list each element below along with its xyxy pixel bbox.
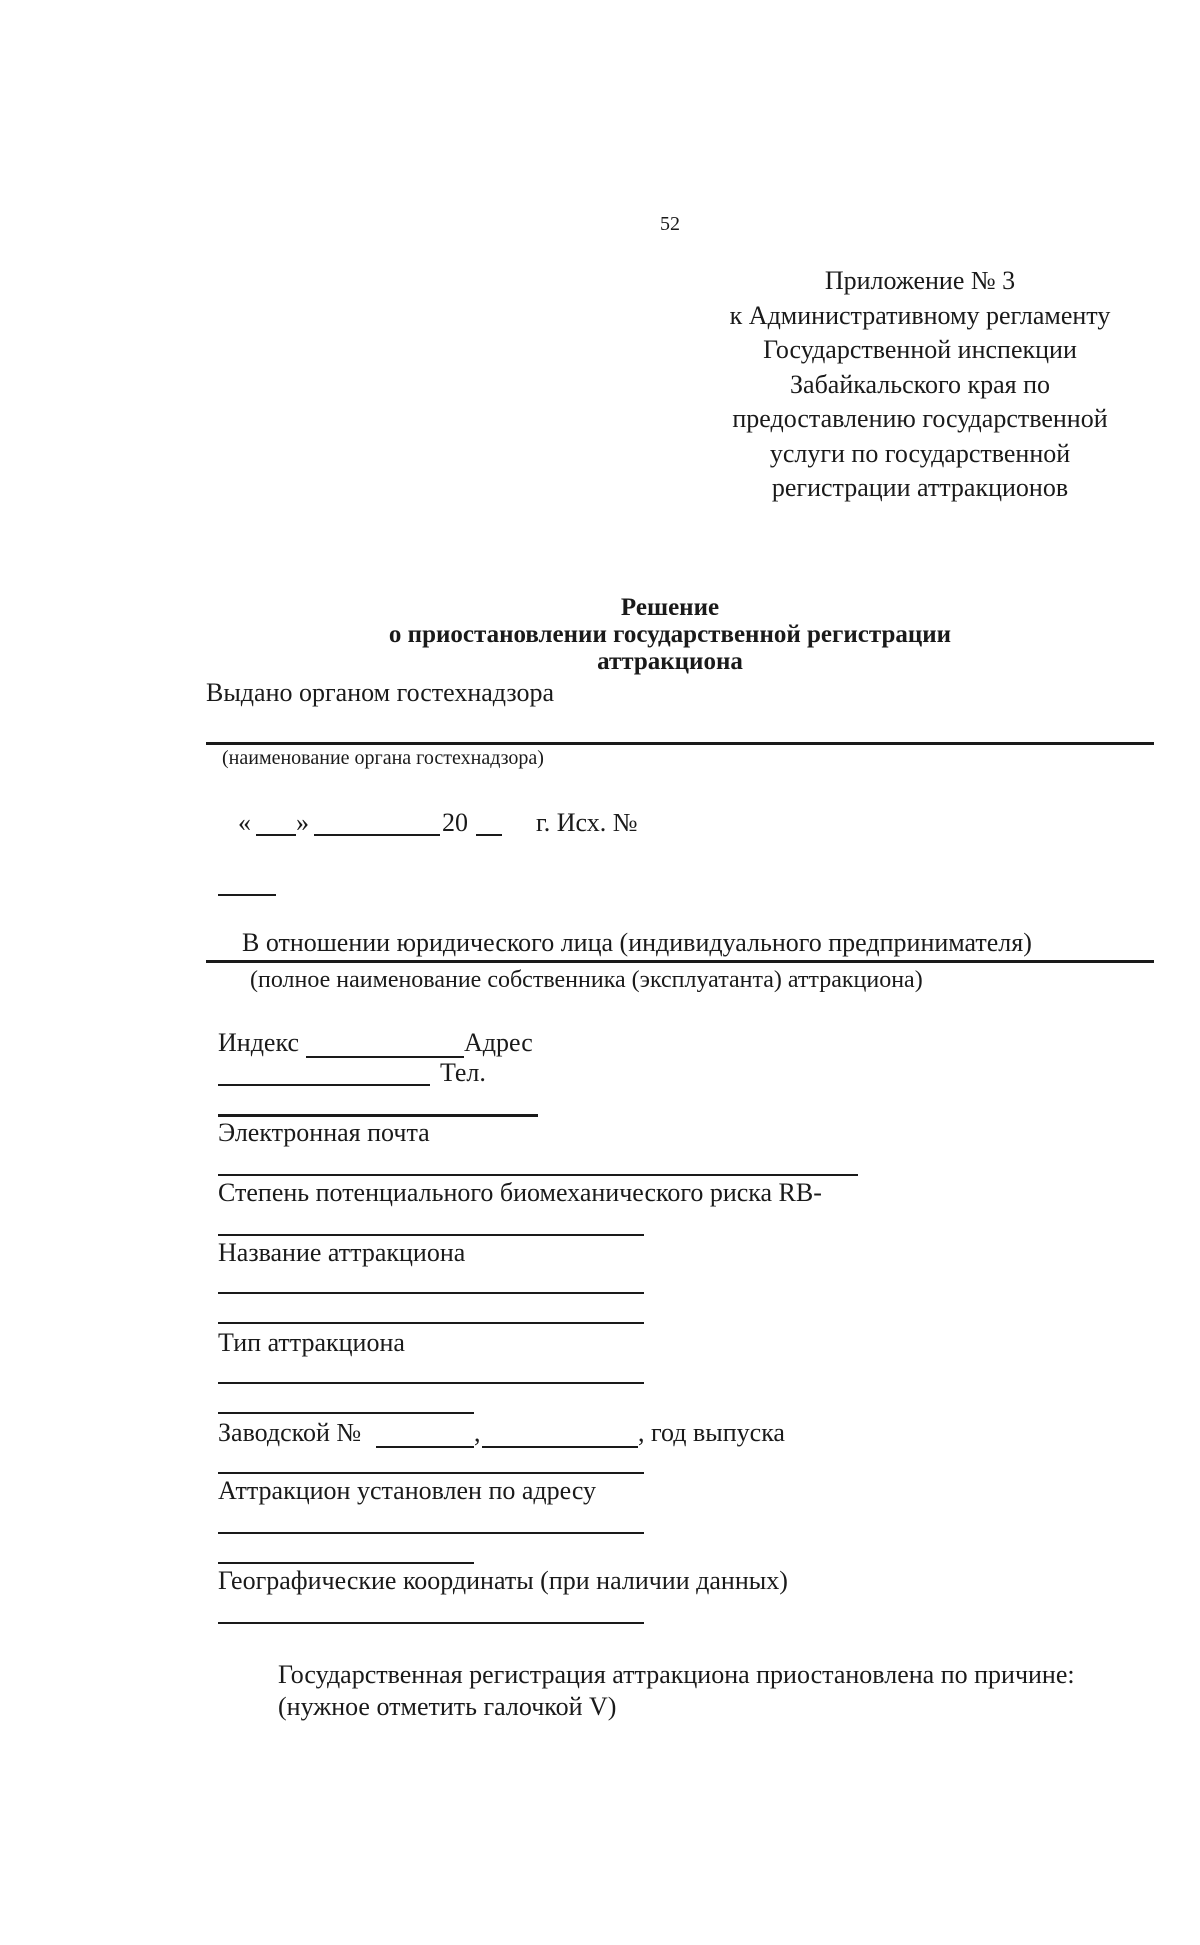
serial-number-label: Заводской №	[218, 1418, 362, 1447]
regarding-line	[206, 960, 1154, 963]
appendix-line: регистрации аттракционов	[771, 473, 1069, 502]
regarding-label: В отношении юридического лица (индивидуального предпринимателя)	[242, 928, 1032, 957]
serial-comma: ,	[474, 1418, 481, 1447]
attraction-type-label: Тип аттракциона	[218, 1328, 405, 1357]
attraction-name-label: Название аттракциона	[218, 1238, 466, 1267]
appendix-line: услуги по государственной	[769, 438, 1071, 468]
date-month-line	[314, 834, 440, 836]
appendix-line: Государственной инспекции	[763, 335, 1077, 364]
appendix-block	[690, 264, 1150, 506]
appendix-line: предоставлению государственной	[732, 404, 1108, 433]
issued-by-caption: (наименование органа гостехнадзора)	[222, 747, 544, 769]
installed-address-line	[218, 1532, 644, 1534]
date-year-line	[476, 834, 502, 836]
regarding-caption: (полное наименование собственника (эксплуатанта) аттракциона)	[250, 967, 923, 993]
page-number: 52	[660, 213, 680, 235]
attraction-type-line	[218, 1382, 644, 1384]
risk-label: Степень потенциального биомеханического риска RB-	[218, 1178, 822, 1207]
risk-line	[218, 1234, 644, 1236]
serial-number-line-2	[482, 1446, 638, 1448]
year-label: , год выпуска	[638, 1418, 785, 1447]
title-line: о приостановлении государственной регистрации	[388, 621, 952, 648]
address-label: Адрес	[464, 1028, 533, 1057]
appendix-line: Забайкальского края по	[790, 369, 1050, 399]
coordinates-line	[218, 1622, 644, 1624]
date-close-quote: »	[296, 808, 309, 837]
year-line	[218, 1472, 644, 1474]
appendix-line: Приложение № 3	[824, 266, 1016, 295]
date-year-prefix: 20	[442, 808, 468, 837]
coordinates-label: Географические координаты (при наличии данных)	[218, 1566, 788, 1595]
issued-by-label: Выдано органом гостехнадзора	[206, 678, 554, 707]
title-line: аттракциона	[597, 648, 743, 675]
phone-label: Тел.	[440, 1058, 486, 1087]
document-title	[330, 594, 1010, 675]
email-label: Электронная почта	[218, 1118, 430, 1147]
address-line	[218, 1084, 430, 1086]
outgoing-number-label: г. Исх. №	[536, 808, 638, 837]
issued-by-line	[206, 742, 1154, 745]
title-heading: Решение	[620, 594, 720, 621]
installed-address-line-2	[218, 1562, 474, 1564]
index-label: Индекс	[218, 1028, 299, 1057]
installed-address-label: Аттракцион установлен по адресу	[218, 1476, 597, 1505]
outgoing-number-line	[218, 894, 276, 896]
attraction-name-line	[218, 1292, 644, 1294]
serial-number-line	[376, 1446, 474, 1448]
suspension-reason-text: Государственная регистрация аттракциона приостановлена по причине:	[278, 1660, 1075, 1689]
attraction-type-line-2	[218, 1412, 474, 1414]
date-open-quote: «	[238, 808, 251, 837]
appendix-line: к Административному регламенту	[729, 300, 1111, 330]
attraction-name-line-2	[218, 1322, 644, 1324]
check-instruction-text: (нужное отметить галочкой V)	[278, 1692, 617, 1721]
email-line	[218, 1174, 858, 1176]
phone-line	[218, 1114, 538, 1117]
date-day-line	[256, 834, 296, 836]
